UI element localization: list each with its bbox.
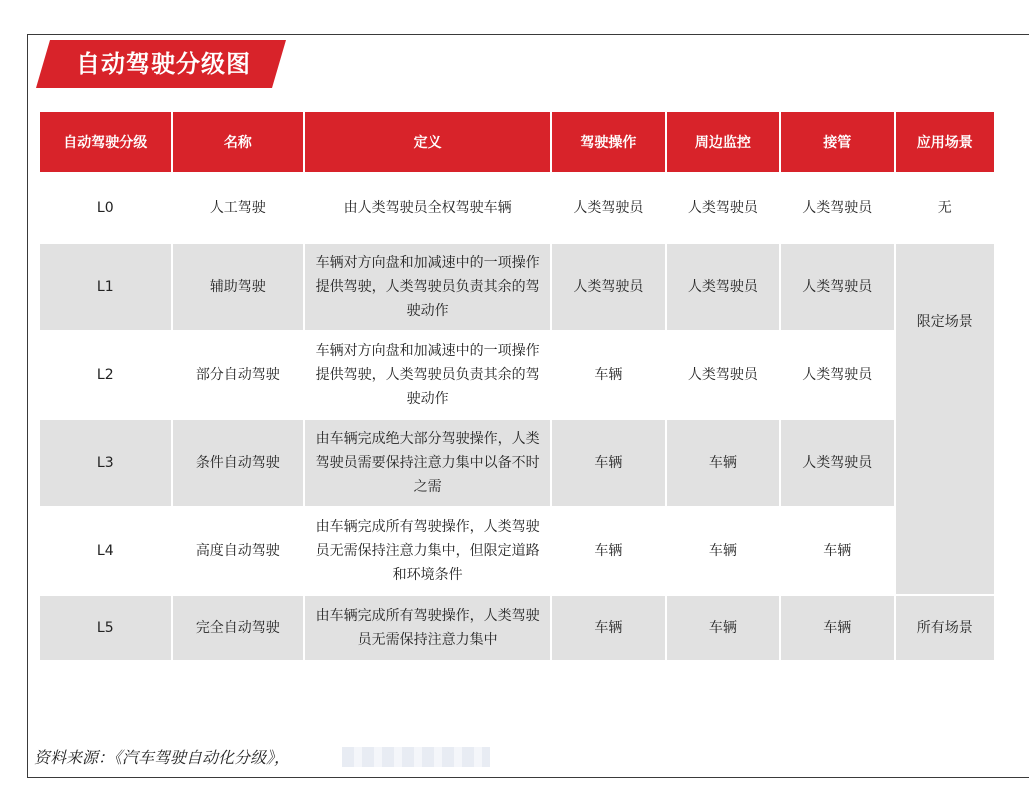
cell-level: L0 [40, 174, 171, 242]
header-takeover: 接管 [781, 112, 893, 172]
table-row [40, 420, 994, 506]
cell-scene: 无 [896, 174, 994, 242]
cell-operation: 车辆 [552, 332, 664, 418]
table-row [40, 596, 994, 660]
cell-operation: 车辆 [552, 420, 664, 506]
cell-monitoring: 车辆 [667, 596, 779, 660]
cell-name: 高度自动驾驶 [173, 508, 304, 594]
cell-takeover: 人类驾驶员 [781, 244, 893, 330]
cell-monitoring: 人类驾驶员 [667, 244, 779, 330]
blurred-watermark [342, 747, 490, 767]
cell-level: L3 [40, 420, 171, 506]
cell-operation: 人类驾驶员 [552, 174, 664, 242]
cell-monitoring: 车辆 [667, 420, 779, 506]
header-scene: 应用场景 [896, 112, 994, 172]
cell-level: L4 [40, 508, 171, 594]
cell-takeover: 人类驾驶员 [781, 174, 893, 242]
cell-definition: 由车辆完成所有驾驶操作，人类驾驶员无需保持注意力集中 [305, 596, 550, 660]
table-row [40, 508, 994, 594]
cell-monitoring: 人类驾驶员 [667, 174, 779, 242]
cell-definition: 由车辆完成所有驾驶操作，人类驾驶员无需保持注意力集中，但限定道路和环境条件 [305, 508, 550, 594]
cell-monitoring: 人类驾驶员 [667, 332, 779, 418]
header-monitoring: 周边监控 [667, 112, 779, 172]
cell-name: 完全自动驾驶 [173, 596, 304, 660]
source-note: 资料来源：《汽车驾驶自动化分级》， [34, 748, 291, 767]
cell-definition: 由人类驾驶员全权驾驶车辆 [305, 174, 550, 242]
autonomy-levels-table [38, 110, 996, 662]
cell-definition: 由车辆完成绝大部分驾驶操作，人类驾驶员需要保持注意力集中以备不时之需 [305, 420, 550, 506]
cell-operation: 车辆 [552, 508, 664, 594]
table-row [40, 332, 994, 418]
table-row [40, 174, 994, 242]
cell-name: 人工驾驶 [173, 174, 304, 242]
cell-name: 条件自动驾驶 [173, 420, 304, 506]
cell-definition: 车辆对方向盘和加减速中的一项操作提供驾驶，人类驾驶员负责其余的驾驶动作 [305, 244, 550, 330]
cell-name: 部分自动驾驶 [173, 332, 304, 418]
cell-level: L1 [40, 244, 171, 330]
cell-takeover: 车辆 [781, 596, 893, 660]
cell-scene-merged: 限定场景 [896, 244, 994, 594]
cell-monitoring: 车辆 [667, 508, 779, 594]
title-banner [36, 40, 286, 88]
cell-takeover: 人类驾驶员 [781, 420, 893, 506]
table-row [40, 244, 994, 330]
cell-operation: 车辆 [552, 596, 664, 660]
page-title: 自动驾驶分级图 [76, 50, 251, 78]
cell-level: L5 [40, 596, 171, 660]
cell-operation: 人类驾驶员 [552, 244, 664, 330]
cell-takeover: 车辆 [781, 508, 893, 594]
table-header-row [40, 112, 994, 172]
header-definition: 定义 [305, 112, 550, 172]
cell-takeover: 人类驾驶员 [781, 332, 893, 418]
cell-definition: 车辆对方向盘和加减速中的一项操作提供驾驶，人类驾驶员负责其余的驾驶动作 [305, 332, 550, 418]
cell-level: L2 [40, 332, 171, 418]
header-level: 自动驾驶分级 [40, 112, 171, 172]
cell-name: 辅助驾驶 [173, 244, 304, 330]
header-operation: 驾驶操作 [552, 112, 664, 172]
header-name: 名称 [173, 112, 304, 172]
cell-scene: 所有场景 [896, 596, 994, 660]
